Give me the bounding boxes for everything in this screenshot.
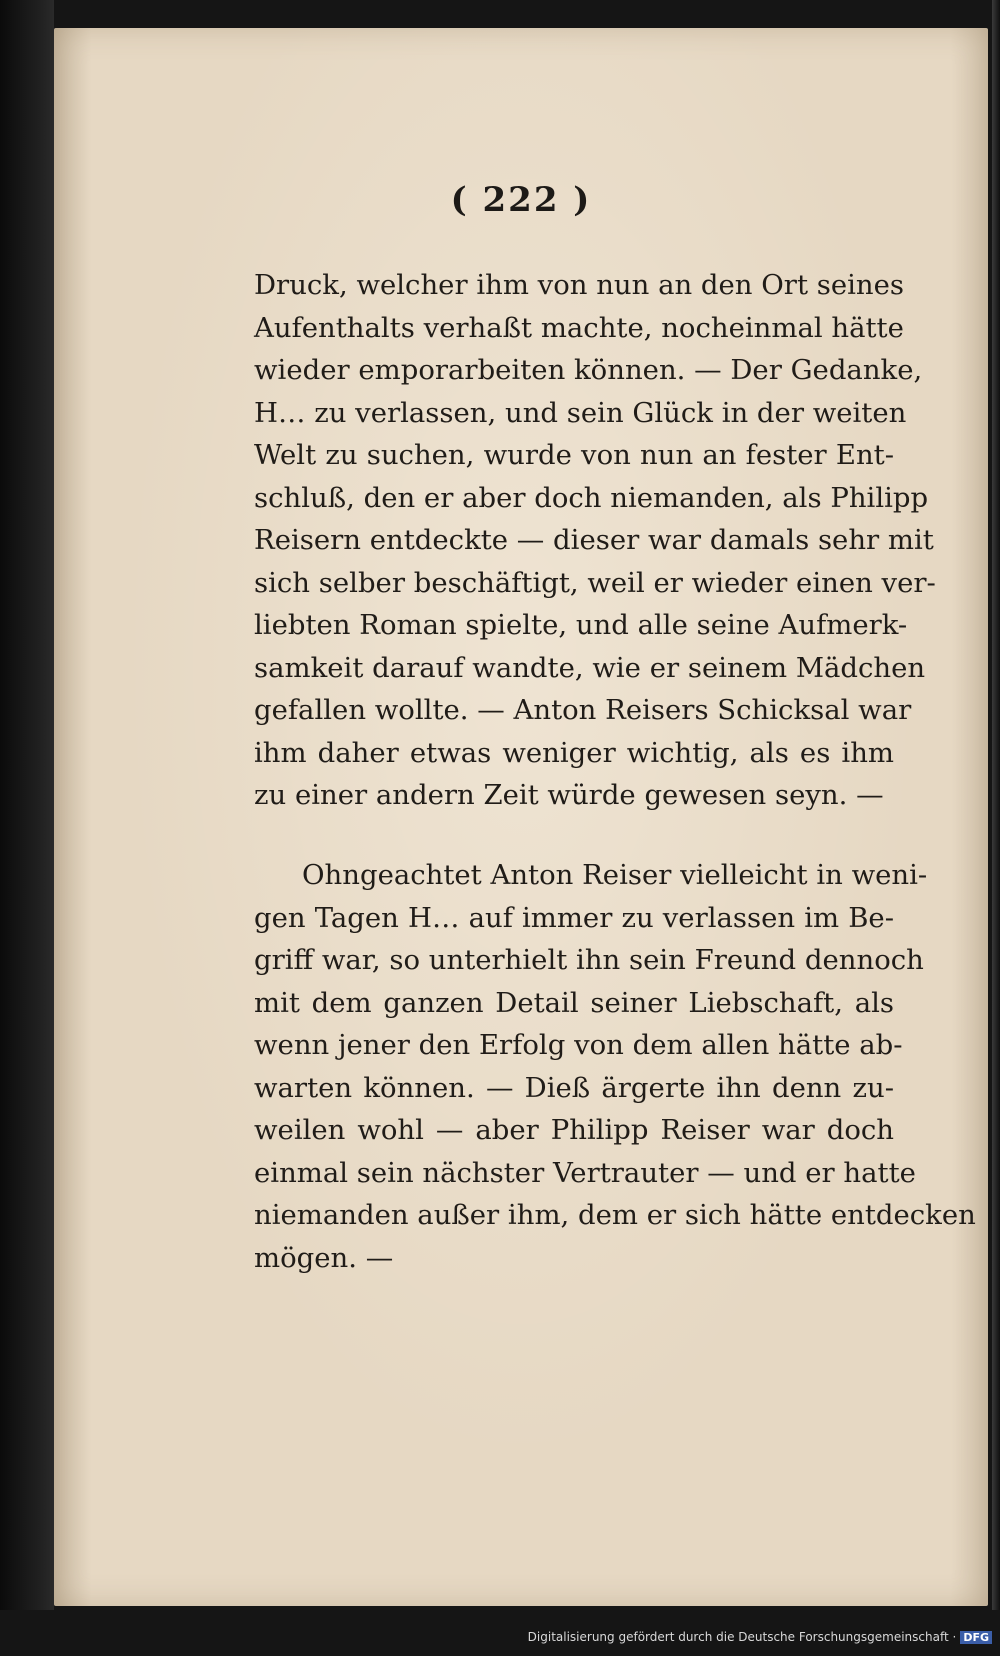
text-line: gen Tagen H… auf immer zu verlassen im Be- (254, 901, 894, 934)
dfg-logo: DFG (960, 1631, 992, 1644)
digitization-credit (528, 1630, 992, 1644)
text-line: Reisern entdeckte — dieser war damals sehr mit (254, 524, 934, 556)
paragraph-2 (254, 854, 976, 1279)
text-line: samkeit darauf wandte, wie er seinem Mädchen (254, 651, 926, 684)
text-line: niemanden außer ihm, dem er sich hätte entdecken (254, 1199, 976, 1231)
text-line: Druck, welcher ihm von nun an den Ort seines (254, 269, 905, 301)
text-line: Welt zu suchen, wurde von nun an fester Ent- (254, 439, 894, 471)
text-line: warten können. — Dieß ärgerte ihn denn zu- (254, 1071, 894, 1104)
text-line: liebten Roman spielte, und alle seine Aufmerk- (254, 609, 908, 641)
text-line: einmal sein nächster Vertrauter — und er hatte (254, 1156, 916, 1189)
text-line: mit dem ganzen Detail seiner Liebschaft, als (254, 986, 894, 1019)
text-line: sich selber beschäftigt, weil er wieder einen ver- (254, 566, 936, 599)
text-line: griff war, so unterhielt ihn sein Freund dennoch (254, 944, 924, 976)
book-binding-right (992, 0, 1000, 1610)
book-binding-left (0, 0, 54, 1610)
page-number: ( 222 ) (450, 180, 592, 220)
paragraph-1 (254, 264, 936, 817)
text-line: Aufenthalts verhaßt machte, nocheinmal hätte (254, 311, 904, 344)
text-line: zu einer andern Zeit würde gewesen seyn. — (254, 779, 884, 811)
text-line: Ohngeachtet Anton Reiser vielleicht in weni- (302, 859, 928, 891)
text-line: schluß, den er aber doch niemanden, als Philipp (254, 481, 929, 514)
text-line: ihm daher etwas weniger wichtig, als es ihm (254, 736, 894, 769)
text-line: gefallen wollte. — Anton Reisers Schicksal war (254, 694, 912, 726)
text-line: wenn jener den Erfolg von dem allen hätte ab- (254, 1029, 903, 1061)
text-line: mögen. — (254, 1241, 394, 1274)
credit-text: Digitalisierung gefördert durch die Deutsche Forschungsgemeinschaft · (527, 1630, 957, 1644)
text-line: wieder emporarbeiten können. — Der Gedanke, (254, 354, 923, 386)
text-line: H… zu verlassen, und sein Glück in der weiten (254, 396, 907, 429)
book-page (54, 28, 988, 1606)
text-line: weilen wohl — aber Philipp Reiser war doch (254, 1114, 894, 1146)
